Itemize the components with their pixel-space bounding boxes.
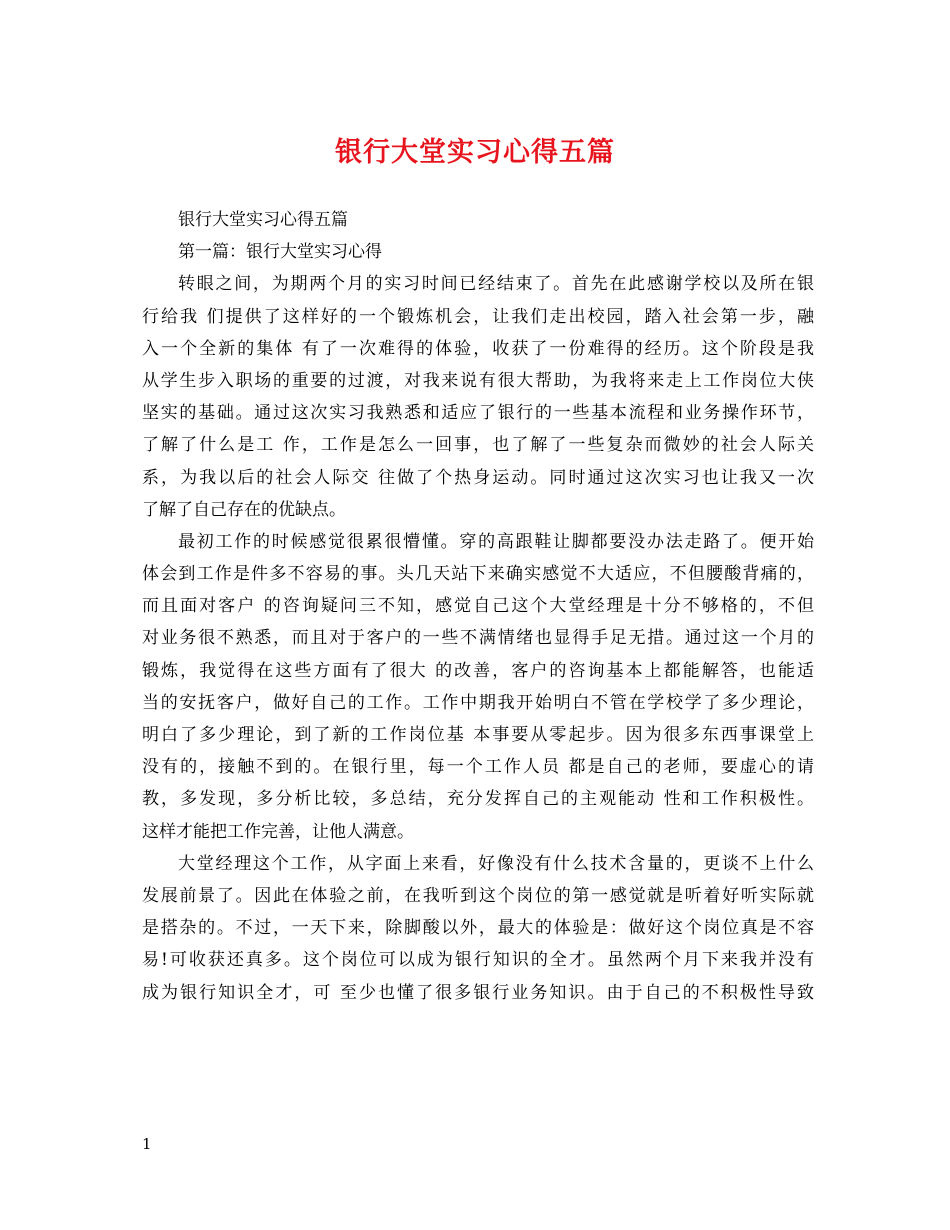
paragraph-line: 入一个全新的集体 有了一次难得的体验，收获了一份难得的经历。这个阶段是我 bbox=[142, 338, 814, 359]
paragraph-line: 体会到工作是件多不容易的事。头几天站下来确实感觉不大适应，不但腰酸背痛的， bbox=[142, 564, 814, 585]
paragraph-line: 而且面对客户 的咨询疑问三不知，感觉自己这个大堂经理是十分不够格的，不但 bbox=[142, 596, 814, 617]
paragraph-line: 了解了自己存在的优缺点。 bbox=[142, 499, 346, 520]
paragraph-line: 了解了什么是工 作，工作是怎么一回事，也了解了一些复杂而微妙的社会人际关 bbox=[142, 435, 814, 456]
paragraph-line: 发展前景了。因此在体验之前，在我听到这个岗位的第一感觉就是听着好听实际就 bbox=[142, 885, 814, 906]
paragraph-line: 成为银行知识全才，可 至少也懂了很多银行业务知识。由于自己的不积极性导致 bbox=[142, 982, 814, 1003]
paragraph-1 bbox=[142, 268, 814, 526]
document-body bbox=[142, 204, 814, 1009]
paragraph-line: 是搭杂的。不过，一天下来，除脚酸以外，最大的体验是：做好这个岗位真是不容 bbox=[142, 918, 814, 939]
paragraph-line: 从学生步入职场的重要的过渡，对我来说有很大帮助，为我将来走上工作岗位大侠 bbox=[142, 370, 814, 391]
paragraph-line: 坚实的基础。通过这次实习我熟悉和适应了银行的一些基本流程和业务操作环节， bbox=[142, 403, 814, 424]
paragraph-3 bbox=[142, 848, 814, 1009]
paragraph-line: 系，为我以后的社会人际交 往做了个热身运动。同时通过这次实习也让我又一次 bbox=[142, 467, 814, 488]
paragraph-line: 这样才能把工作完善，让他人满意。 bbox=[142, 821, 414, 842]
paragraph-line: 没有的，接触不到的。在银行里，每一个工作人员 都是自己的老师，要虚心的请 bbox=[142, 757, 814, 778]
paragraph-line: 最初工作的时候感觉很累很懵懂。穿的高跟鞋让脚都要没办法走路了。便开始 bbox=[178, 531, 814, 552]
page-number: 1 bbox=[142, 1135, 152, 1153]
paragraph-2 bbox=[142, 526, 814, 848]
document-title: 银行大堂实习心得五篇 bbox=[335, 137, 615, 168]
document-subtitle: 银行大堂实习心得五篇 bbox=[178, 210, 348, 230]
chapter-heading: 第一篇：银行大堂实习心得 bbox=[178, 242, 382, 263]
paragraph-line: 教，多发现，多分析比较，多总结，充分发挥自己的主观能动 性和工作积极性。 bbox=[142, 789, 814, 810]
paragraph-line: 当的安抚客户，做好自己的工作。工作中期我开始明白不管在学校学了多少理论， bbox=[142, 692, 814, 713]
paragraph-line: 明白了多少理论，到了新的工作岗位基 本事要从零起步。因为很多东西事课堂上 bbox=[142, 725, 814, 745]
paragraph-line: 转眼之间，为期两个月的实习时间已经结束了。首先在此感谢学校以及所在银 bbox=[178, 274, 814, 295]
paragraph-line: 对业务很不熟悉，而且对于客户的一些不满情绪也显得手足无措。通过这一个月的 bbox=[142, 628, 814, 649]
paragraph-line: 大堂经理这个工作，从字面上来看，好像没有什么技术含量的，更谈不上什么 bbox=[178, 853, 814, 874]
paragraph-line: 行给我 们提供了这样好的一个锻炼机会，让我们走出校园，踏入社会第一步，融 bbox=[142, 306, 814, 327]
paragraph-line: 锻炼，我觉得在这些方面有了很大 的改善，客户的咨询基本上都能解答，也能适 bbox=[142, 660, 814, 681]
paragraph-line: 易!可收获还真多。这个岗位可以成为银行知识的全才。虽然两个月下来我并没有 bbox=[142, 950, 814, 971]
